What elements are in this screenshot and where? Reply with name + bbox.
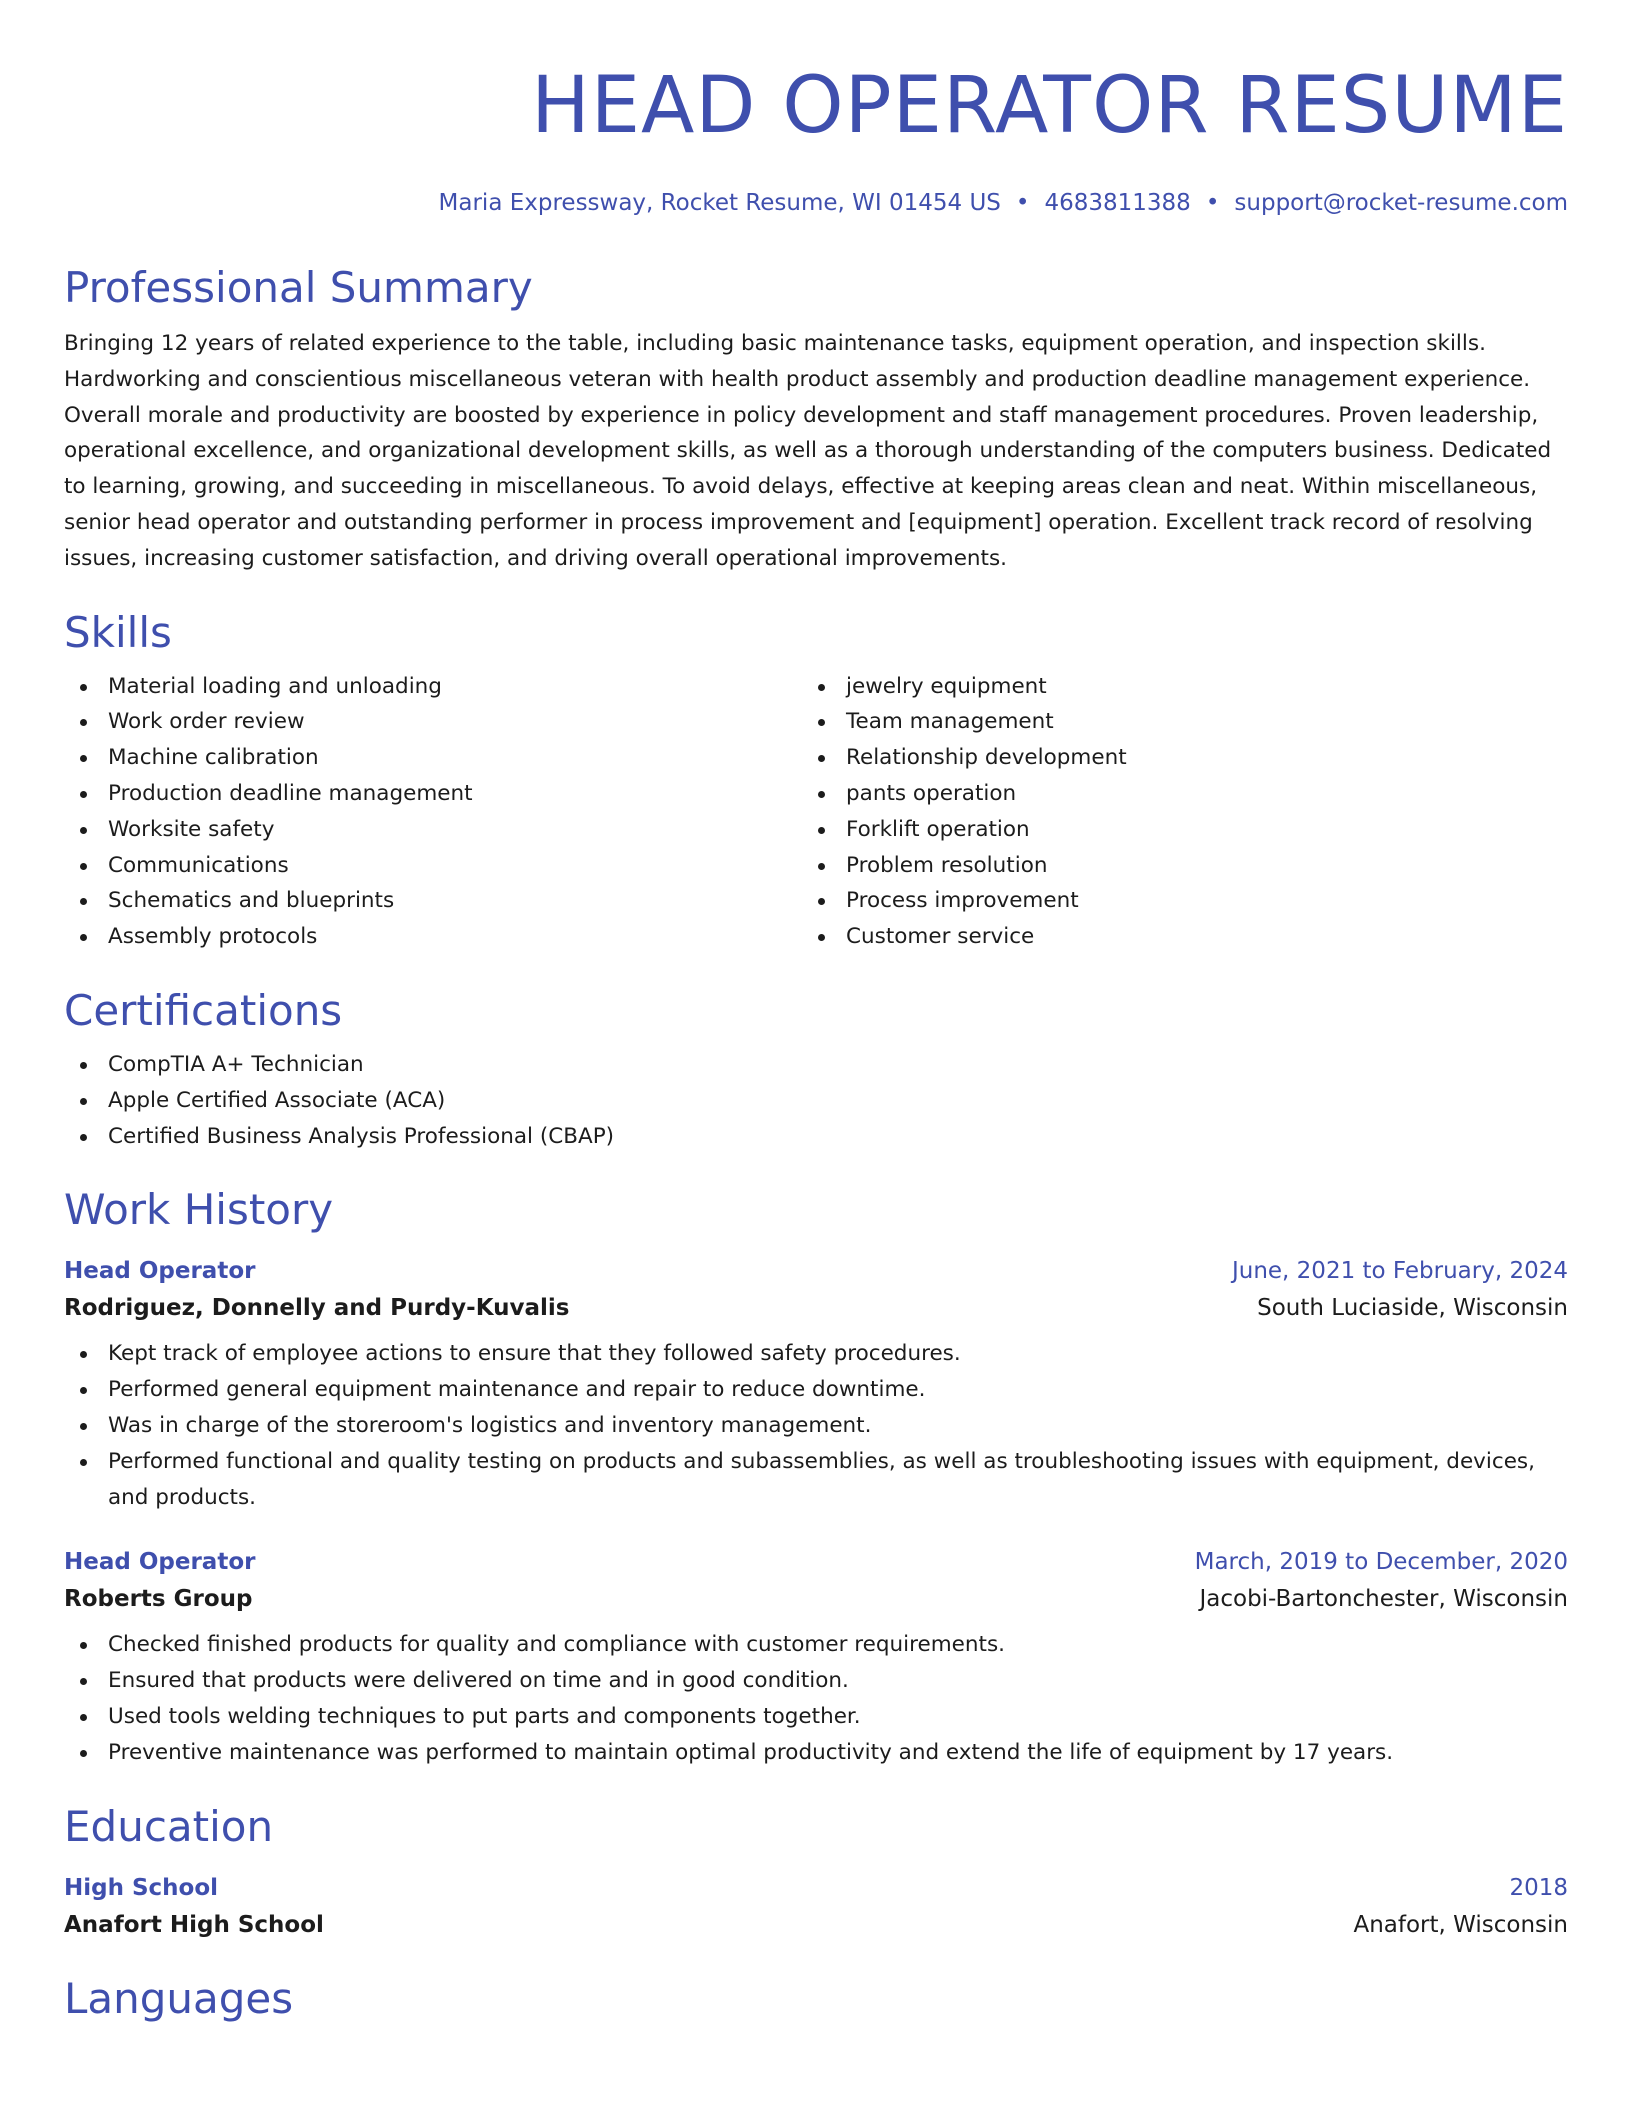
certification-item: Apple Certified Associate (ACA) bbox=[64, 1083, 1568, 1119]
skill-item: Machine calibration bbox=[64, 740, 802, 776]
skills-grid bbox=[64, 669, 1568, 955]
contact-separator: • bbox=[1015, 190, 1030, 216]
education-school: Anafort High School bbox=[64, 1911, 324, 1938]
job-bullet-list bbox=[64, 1627, 1568, 1770]
job-dates: June, 2021 to February, 2024 bbox=[1231, 1258, 1568, 1285]
job-company: Roberts Group bbox=[64, 1586, 253, 1613]
skill-item: Material loading and unloading bbox=[64, 669, 802, 705]
job-location: South Luciaside, Wisconsin bbox=[1257, 1295, 1568, 1322]
education-degree: High School bbox=[64, 1874, 219, 1901]
summary-text: Bringing 12 years of related experience to the table, including basic maintenance tasks, equipment operation, and inspection skills. Hardworking and conscientious miscellaneous veteran with health product assembly and production deadline management experience. Overall morale and productivity are boosted by experience in policy development and staff management procedures. Proven leadership, operational excellence, and organizational development skills, as well as a thorough understanding of the computers business. Dedicated to learning, growing, and succeeding in miscellaneous. To avoid delays, effective at keeping areas clean and neat. Within miscellaneous, senior head operator and outstanding performer in process improvement and [equipment] operation. Excellent track record of resolving issues, increasing customer satisfaction, and driving overall operational improvements. bbox=[64, 331, 1552, 571]
job-dates: March, 2019 to December, 2020 bbox=[1194, 1549, 1568, 1576]
education-location: Anafort, Wisconsin bbox=[1353, 1911, 1568, 1938]
job-bullet: Checked finished products for quality and compliance with customer requirements. bbox=[64, 1627, 1568, 1663]
skill-item: Problem resolution bbox=[802, 848, 1540, 884]
languages-heading: Languages bbox=[64, 1973, 294, 2023]
job-header-row bbox=[64, 1254, 1568, 1288]
contact-separator: • bbox=[1205, 190, 1220, 216]
job-bullet: Used tools welding techniques to put parts and components together. bbox=[64, 1699, 1568, 1735]
skill-item: Schematics and blueprints bbox=[64, 883, 802, 919]
certification-item: Certified Business Analysis Professional (CBAP) bbox=[64, 1119, 1568, 1155]
contact-email: support@rocket-resume.com bbox=[1234, 190, 1568, 216]
job-company-row bbox=[64, 1579, 1568, 1619]
contact-phone: 4683811388 bbox=[1044, 190, 1191, 216]
job-bullet-list bbox=[64, 1336, 1568, 1515]
skill-item: jewelry equipment bbox=[802, 669, 1540, 705]
job-bullet: Ensured that products were delivered on time and in good condition. bbox=[64, 1663, 1568, 1699]
job-bullet: Was in charge of the storeroom's logistics and inventory management. bbox=[64, 1408, 1568, 1444]
job-bullet: Preventive maintenance was performed to maintain optimal productivity and extend the life of equipment by 17 years. bbox=[64, 1735, 1568, 1771]
job-location: Jacobi-Bartonchester, Wisconsin bbox=[1199, 1586, 1568, 1613]
job-entry bbox=[64, 1254, 1568, 1515]
education-school-row bbox=[64, 1905, 1568, 1945]
certifications-list bbox=[64, 1047, 1568, 1154]
job-header-row bbox=[64, 1545, 1568, 1579]
job-company: Rodriguez, Donnelly and Purdy-Kuvalis bbox=[64, 1295, 570, 1322]
contact-line bbox=[64, 188, 1568, 218]
certifications-heading: Certifications bbox=[64, 985, 343, 1035]
skills-list-right bbox=[802, 669, 1540, 955]
skill-item: Assembly protocols bbox=[64, 919, 802, 955]
work-history-heading: Work History bbox=[64, 1185, 334, 1235]
skill-item: pants operation bbox=[802, 776, 1540, 812]
education-heading: Education bbox=[64, 1801, 274, 1851]
job-bullet: Performed functional and quality testing on products and subassemblies, as well as troubleshooting issues with equipment, devices, and products. bbox=[64, 1444, 1568, 1516]
job-bullet: Performed general equipment maintenance and repair to reduce downtime. bbox=[64, 1372, 1568, 1408]
job-company-row bbox=[64, 1288, 1568, 1328]
education-header-row bbox=[64, 1871, 1568, 1905]
skill-item: Relationship development bbox=[802, 740, 1540, 776]
skill-item: Customer service bbox=[802, 919, 1540, 955]
skill-item: Communications bbox=[64, 848, 802, 884]
skill-item: Forklift operation bbox=[802, 812, 1540, 848]
job-title: Head Operator bbox=[64, 1549, 256, 1576]
skill-item: Team management bbox=[802, 704, 1540, 740]
education-entry bbox=[64, 1871, 1568, 1945]
contact-address: Maria Expressway, Rocket Resume, WI 01454 US bbox=[438, 190, 1001, 216]
job-title: Head Operator bbox=[64, 1258, 256, 1285]
skills-heading: Skills bbox=[64, 607, 172, 657]
job-bullet: Kept track of employee actions to ensure that they followed safety procedures. bbox=[64, 1336, 1568, 1372]
skills-list-left bbox=[64, 669, 802, 955]
skill-item: Worksite safety bbox=[64, 812, 802, 848]
summary-heading: Professional Summary bbox=[64, 263, 533, 312]
resume-title: HEAD OPERATOR RESUME bbox=[531, 61, 1568, 151]
education-year: 2018 bbox=[1509, 1874, 1568, 1901]
skill-item: Work order review bbox=[64, 704, 802, 740]
certification-item: CompTIA A+ Technician bbox=[64, 1047, 1568, 1083]
skill-item: Production deadline management bbox=[64, 776, 802, 812]
skill-item: Process improvement bbox=[802, 883, 1540, 919]
job-entry bbox=[64, 1545, 1568, 1770]
